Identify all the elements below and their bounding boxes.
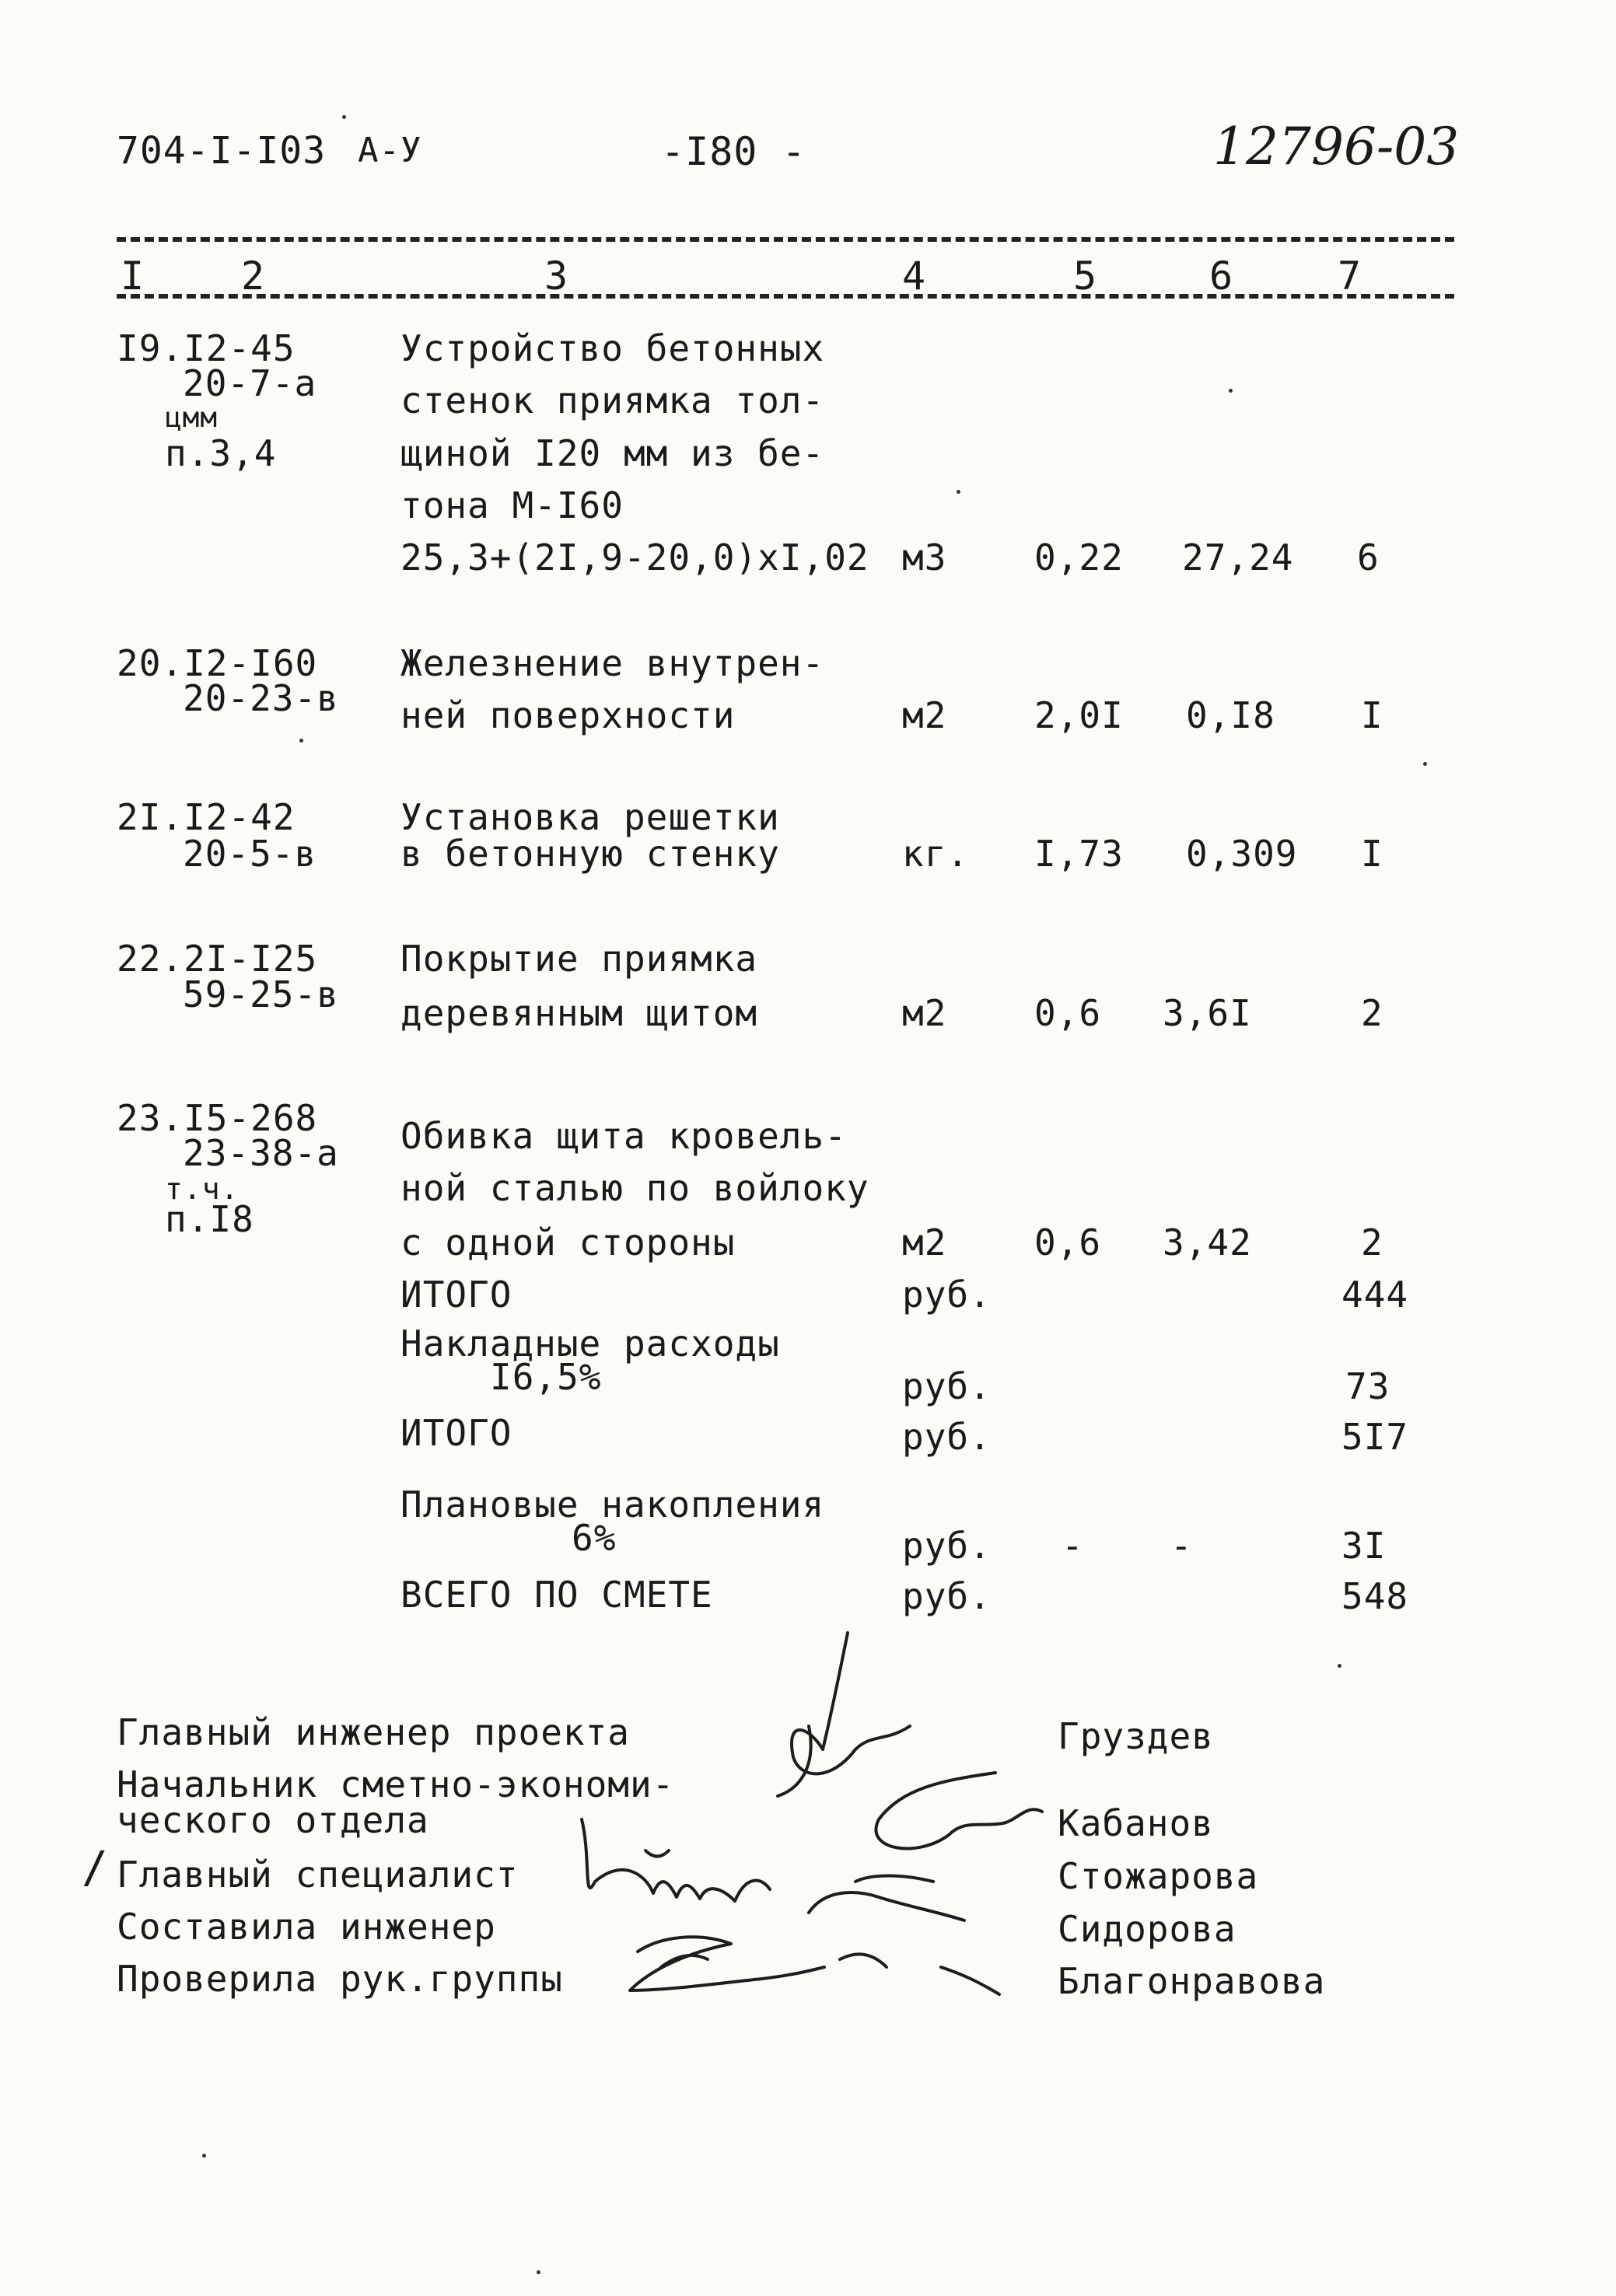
- summary-total: 5I7: [1341, 1416, 1409, 1458]
- row-desc: Устройство бетонных: [401, 327, 825, 369]
- row-qty: I,73: [1034, 833, 1124, 875]
- top-rule: [117, 237, 1454, 242]
- summary-price: -: [1170, 1525, 1193, 1567]
- row-ref: 23-38-а: [183, 1132, 339, 1174]
- row-desc: стенок приямка тол-: [401, 379, 825, 421]
- row-ref: т.ч.: [165, 1172, 240, 1206]
- signer-name: Благонравова: [1058, 1960, 1326, 2002]
- row-total: I: [1361, 694, 1383, 736]
- signer-role: ческого отдела: [117, 1799, 429, 1841]
- row-total: I: [1361, 833, 1383, 875]
- row-number: 22.2I-I25: [117, 938, 318, 980]
- row-ref: 20-5-в: [183, 833, 317, 875]
- summary-unit: руб.: [902, 1416, 992, 1458]
- row-desc: 25,3+(2I,9-20,0)хI,02: [401, 536, 869, 578]
- row-ref: п.I8: [165, 1198, 254, 1240]
- summary-total: 73: [1345, 1365, 1390, 1407]
- scan-speck: [537, 2270, 540, 2274]
- row-price: 27,24: [1182, 536, 1294, 578]
- row-desc: Покрытие приямка: [401, 938, 758, 980]
- scan-speck: [299, 739, 303, 743]
- row-desc: Железнение внутрен-: [401, 642, 825, 684]
- summary-label: Накладные расходы: [401, 1323, 780, 1365]
- scan-speck: [1229, 389, 1233, 393]
- row-desc: ней поверхности: [401, 694, 736, 736]
- header-rule: [117, 294, 1454, 299]
- row-price: 3,6I: [1163, 992, 1252, 1034]
- row-ref: 59-25-в: [183, 973, 339, 1015]
- signature-scribbles: [575, 1625, 1042, 1998]
- col-header-5: 5: [1073, 253, 1098, 299]
- row-ref: 20-7-а: [183, 362, 317, 404]
- document-number: 12796-03: [1213, 117, 1460, 176]
- row-price: 0,I8: [1186, 694, 1275, 736]
- summary-label: ИТОГО: [401, 1412, 512, 1454]
- summary-label: ВСЕГО ПО СМЕТЕ: [401, 1574, 713, 1616]
- page-number: -I80 -: [661, 129, 806, 174]
- summary-rate: 6%: [572, 1517, 617, 1559]
- scan-speck: [957, 490, 960, 494]
- scan-speck: [202, 2154, 206, 2158]
- scan-speck: [342, 115, 346, 119]
- summary-unit: руб.: [902, 1525, 992, 1567]
- col-header-4: 4: [902, 253, 927, 299]
- signer-name: Сидорова: [1058, 1908, 1236, 1950]
- scan-speck: [1423, 762, 1427, 766]
- signer-role: Главный инженер проекта: [117, 1711, 630, 1753]
- row-qty: 0,22: [1034, 536, 1124, 578]
- col-header-7: 7: [1338, 253, 1362, 299]
- row-qty: 2,0I: [1034, 694, 1124, 736]
- signer-role: Начальник сметно-экономи-: [117, 1763, 675, 1805]
- row-total: 2: [1361, 1221, 1383, 1263]
- summary-rate: I6,5%: [490, 1356, 602, 1398]
- document-code: 704-I-I03: [117, 129, 327, 173]
- row-unit: м2: [902, 694, 947, 736]
- row-desc: тона М-I60: [401, 484, 624, 526]
- signer-name: Кабанов: [1058, 1802, 1214, 1844]
- row-desc: с одной стороны: [401, 1221, 736, 1263]
- row-price: 3,42: [1163, 1221, 1252, 1263]
- col-header-3: 3: [544, 253, 569, 299]
- summary-unit: руб.: [902, 1274, 992, 1316]
- summary-label: Плановые накопления: [401, 1483, 825, 1525]
- row-qty: 0,6: [1034, 992, 1102, 1034]
- signer-role: Проверила рук.группы: [117, 1958, 563, 2000]
- scan-speck: [1338, 1664, 1341, 1668]
- col-header-2: 2: [241, 253, 266, 299]
- row-unit: м2: [902, 1221, 947, 1263]
- row-desc: Обивка щита кровель-: [401, 1115, 847, 1157]
- row-desc: щиной I20 мм из бе-: [401, 432, 825, 474]
- row-unit: кг.: [902, 833, 970, 875]
- summary-total: 548: [1341, 1575, 1409, 1617]
- document-suffix: А-У: [358, 131, 422, 170]
- row-number: 23.I5-268: [117, 1097, 318, 1139]
- row-unit: м3: [902, 536, 947, 578]
- summary-qty: -: [1062, 1525, 1084, 1567]
- summary-unit: руб.: [902, 1365, 992, 1407]
- signer-role: Составила инженер: [117, 1906, 496, 1948]
- col-header-6: 6: [1209, 253, 1234, 299]
- row-number: I9.I2-45: [117, 327, 296, 369]
- row-ref: цмм: [165, 402, 219, 434]
- row-desc: в бетонную стенку: [401, 833, 780, 875]
- summary-unit: руб.: [902, 1575, 992, 1617]
- row-number: 2I.I2-42: [117, 796, 296, 838]
- row-unit: м2: [902, 992, 947, 1034]
- summary-total: 444: [1341, 1274, 1409, 1316]
- row-desc: деревянным щитом: [401, 992, 758, 1034]
- row-desc: ной сталью по войлоку: [401, 1167, 869, 1209]
- row-ref: 20-23-в: [183, 677, 339, 719]
- row-total: 2: [1361, 992, 1383, 1034]
- signer-name: Стожарова: [1058, 1855, 1259, 1897]
- col-header-1: I: [121, 253, 145, 299]
- row-ref: п.3,4: [165, 432, 277, 474]
- row-desc: Установка решетки: [401, 796, 780, 838]
- summary-total: 3I: [1341, 1525, 1387, 1567]
- row-price: 0,309: [1186, 833, 1298, 875]
- signer-role: Главный специалист: [117, 1854, 519, 1896]
- signer-name: Груздев: [1058, 1715, 1214, 1757]
- summary-label: ИТОГО: [401, 1274, 512, 1316]
- signer-role-slash: /: [82, 1843, 109, 1893]
- row-qty: 0,6: [1034, 1221, 1102, 1263]
- row-number: 20.I2-I60: [117, 642, 318, 684]
- row-total: 6: [1357, 536, 1380, 578]
